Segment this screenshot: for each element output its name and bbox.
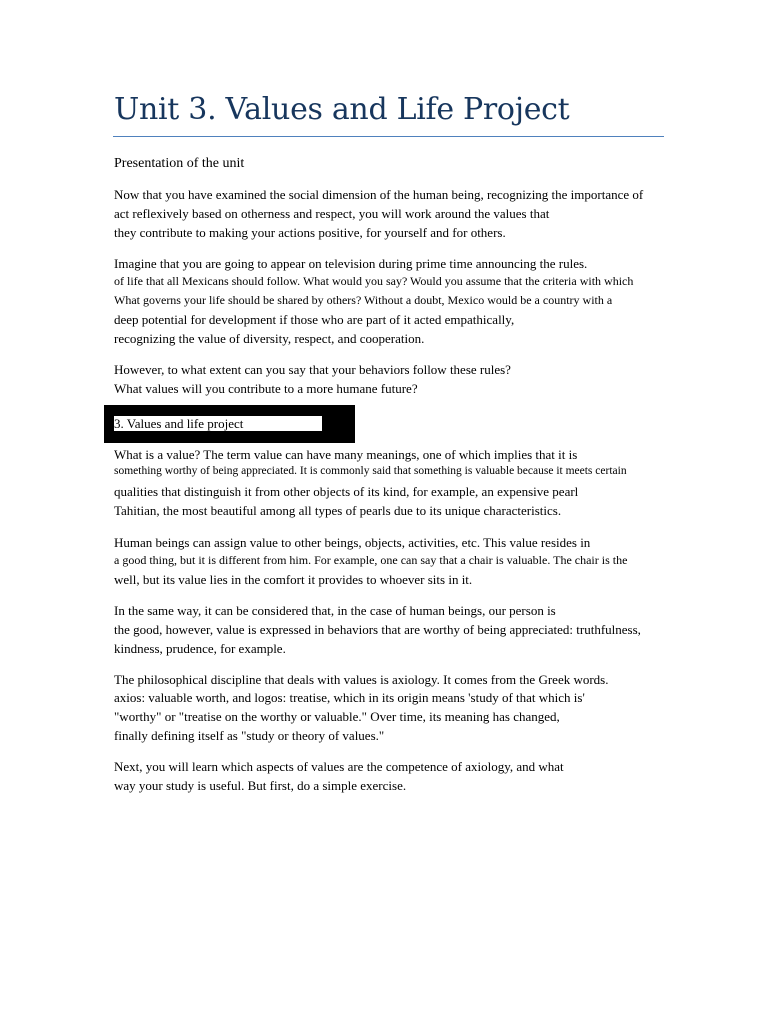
intro-line: Now that you have examined the social dimension of the human being, recognizing the importance of <box>114 187 644 202</box>
person-line: kindness, prudence, for example. <box>114 641 286 656</box>
value-line: What is a value? The term value can have many meanings, one of which implies that it is <box>114 447 578 462</box>
television-line: Imagine that you are going to appear on television during prime time announcing the rules. <box>114 256 588 271</box>
next-line: Next, you will learn which aspects of values are the competence of axiology, and what <box>114 759 564 774</box>
axiology-line: The philosophical discipline that deals with values is axiology. It comes from the Greek words. <box>114 672 609 687</box>
intro-line: they contribute to making your actions positive, for yourself and for others. <box>114 225 506 240</box>
question-line: However, to what extent can you say that your behaviors follow these rules? <box>114 362 511 377</box>
next-line: way your study is useful. But first, do a simple exercise. <box>114 778 407 793</box>
person-line: the good, however, value is expressed in behaviors that are worthy of being appreciated: truthfulness, <box>114 622 641 637</box>
intro-line: act reflexively based on otherness and respect, you will work around the values that <box>114 206 550 221</box>
axiology-line: axios: valuable worth, and logos: treatise, which in its origin means 'study of that which is' <box>114 690 585 705</box>
television-line: recognizing the value of diversity, respect, and cooperation. <box>114 331 425 346</box>
television-line: What governs your life should be shared by others? Without a doubt, Mexico would be a country with a <box>114 293 613 307</box>
assign-line: Human beings can assign value to other beings, objects, activities, etc. This value resides in <box>114 535 591 550</box>
question-line: What values will you contribute to a more humane future? <box>114 381 418 396</box>
axiology-line: finally defining itself as "study or theory of values." <box>114 728 385 743</box>
assign-line: well, but its value lies in the comfort it provides to whoever sits in it. <box>114 572 473 587</box>
assign-line: a good thing, but it is different from him. For example, one can say that a chair is valuable. The chair is the <box>114 553 628 567</box>
value-line: something worthy of being appreciated. It is commonly said that something is valuable because it meets certain <box>114 465 627 477</box>
title-underline <box>113 136 664 137</box>
television-line: deep potential for development if those who are part of it acted empathically, <box>114 312 515 327</box>
presentation-heading: Presentation of the unit <box>114 156 245 171</box>
television-line: of life that all Mexicans should follow. What would you say? Would you assume that the criteria with which <box>114 274 634 288</box>
section-heading: 3. Values and life project <box>114 416 322 431</box>
person-line: In the same way, it can be considered that, in the case of human beings, our person is <box>114 603 556 618</box>
axiology-line: "worthy" or "treatise on the worthy or valuable." Over time, its meaning has changed, <box>114 709 560 724</box>
value-line: qualities that distinguish it from other objects of its kind, for example, an expensive pearl <box>114 484 579 499</box>
page-title: Unit 3. Values and Life Project <box>114 92 570 127</box>
value-line: Tahitian, the most beautiful among all types of pearls due to its unique characteristics. <box>114 503 562 518</box>
